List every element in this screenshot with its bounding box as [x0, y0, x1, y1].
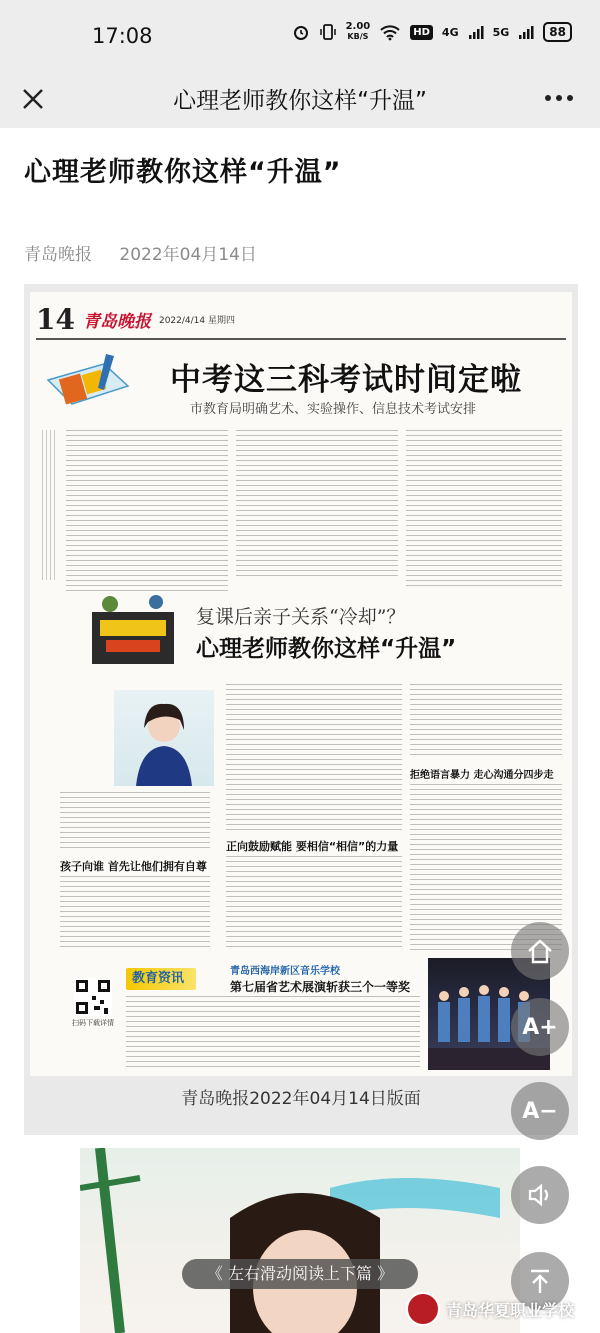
article-source[interactable]: 青岛晚报 — [24, 245, 92, 265]
article-title: 心理老师教你这样“升温” — [24, 157, 342, 188]
network-type-5g: 5G — [492, 25, 510, 39]
newspaper-figure — [24, 284, 578, 1135]
paper-header — [36, 300, 235, 338]
font-larger-button[interactable] — [511, 998, 569, 1056]
story-title-line1: 复课后亲子关系“冷却”？ — [196, 606, 406, 628]
story-column-3 — [226, 684, 402, 830]
paper-page-number: 14 — [36, 302, 75, 336]
teacher-portrait-photo — [114, 690, 214, 786]
text-column-3 — [406, 430, 562, 586]
more-icon[interactable] — [544, 92, 574, 104]
news-school: 青岛西海岸新区音乐学校 — [230, 966, 340, 977]
signal-icon — [468, 24, 484, 40]
wifi-icon — [379, 23, 401, 41]
status-time: 17:08 — [92, 24, 153, 48]
nav-bar — [0, 72, 600, 128]
story-title-line2: 心理老师教你这样“升温” — [196, 636, 457, 662]
network-type-4g: 4G — [441, 25, 459, 39]
article-meta — [24, 240, 279, 265]
education-badge-icon — [44, 350, 132, 422]
alarm-icon — [292, 23, 310, 41]
paper-issue-date: 2022/4/14 星期四 — [158, 315, 235, 326]
battery-indicator: 88 — [543, 22, 572, 42]
paper-subheadline: 市教育局明确艺术、实验操作、信息技术考试安排 — [190, 402, 477, 417]
audio-button[interactable] — [511, 1166, 569, 1224]
qr-label: 扫码下载详情 — [72, 1019, 114, 1027]
parent-child-illustration-icon — [90, 592, 176, 666]
story-column-5 — [410, 684, 562, 758]
story-subhead-1: 孩子向谁 首先让他们拥有自尊 — [60, 860, 207, 873]
newspaper-page-image[interactable] — [30, 292, 572, 1076]
paper-headline: 中考这三科考试时间定啦 — [170, 362, 522, 398]
paper-rule — [36, 338, 566, 340]
vibrate-icon — [319, 23, 337, 41]
font-smaller-label: A− — [522, 1098, 558, 1124]
speaker-icon — [525, 1180, 555, 1210]
font-larger-label: A+ — [522, 1014, 558, 1040]
news-title: 第七届省艺术展演斩获三个一等奖 — [230, 980, 411, 994]
story-subhead-3: 拒绝语言暴力 走心沟通分四步走 — [410, 770, 554, 781]
story-subhead-2: 正向鼓励赋能 要相信“相信”的力量 — [226, 840, 399, 853]
home-icon — [525, 936, 555, 966]
font-smaller-button[interactable] — [511, 1082, 569, 1140]
news-tag: 教育资讯 — [126, 968, 196, 990]
home-button[interactable] — [511, 922, 569, 980]
status-icons — [292, 22, 572, 42]
hd-badge: HD — [410, 25, 433, 40]
news-body-column — [126, 996, 420, 1070]
text-column-2 — [236, 430, 398, 578]
net-speed: 2.00 KB/S — [345, 21, 371, 41]
story-column-4 — [226, 856, 402, 950]
nav-title: 心理老师教你这样“升温” — [173, 88, 427, 114]
figure-caption: 青岛晚报2022年04月14日版面 — [181, 1089, 421, 1109]
story-column-1 — [60, 792, 210, 850]
paper-masthead: 青岛晚报 — [82, 311, 151, 332]
article-date: 2022年04月14日 — [119, 245, 257, 265]
text-column-1 — [66, 430, 228, 592]
swipe-hint[interactable]: 《 左右滑动阅读上下篇 》 — [182, 1259, 418, 1289]
status-bar — [0, 0, 600, 72]
signal-icon-2 — [518, 24, 534, 40]
qr-code-icon[interactable] — [74, 978, 112, 1016]
school-watermark — [406, 1292, 574, 1326]
watermark-text: 青岛华夏职业学校 — [445, 1300, 574, 1320]
school-seal-icon — [406, 1292, 440, 1326]
byline-column — [42, 430, 56, 580]
story-column-2 — [60, 876, 210, 950]
